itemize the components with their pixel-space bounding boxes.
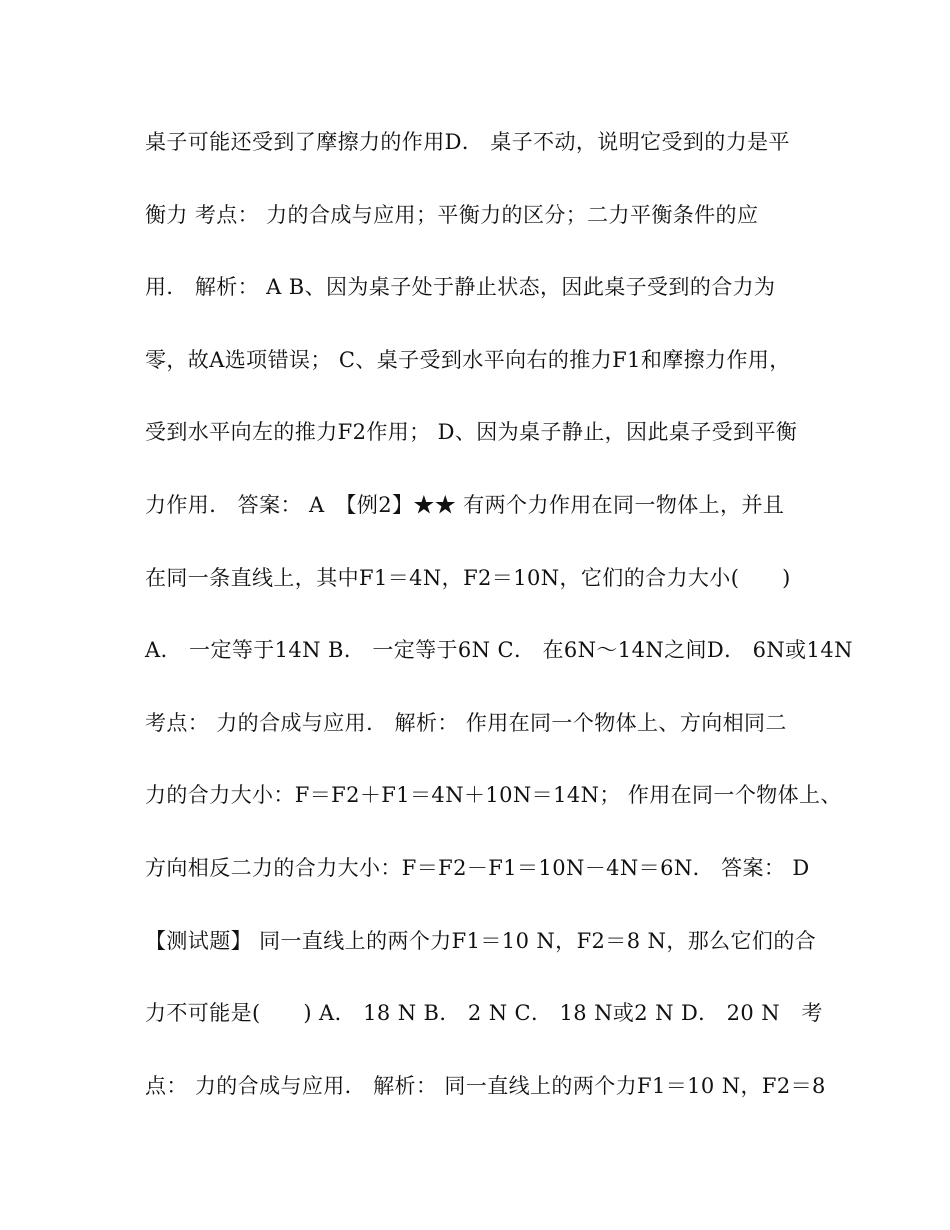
text-line: 用． 解析： A B、因为桌子处于静止状态，因此桌子受到的合力为 [145,275,776,300]
text-line: 零，故A选项错误； C、桌子受到水平向右的推力F1和摩擦力作用， [145,347,791,372]
text-line: 衡力 考点： 力的合成与应用；平衡力的区分；二力平衡条件的应 [145,202,759,227]
text-line: 点： 力的合成与应用． 解析： 同一直线上的两个力F1＝10 N，F2＝8 [145,1073,826,1098]
text-line: A． 一定等于14N B． 一定等于6N C． 在6N～14N之间D． 6N或14N [145,638,853,663]
document-body [145,120,853,1136]
text-line: 受到水平向左的推力F2作用； D、因为桌子静止，因此桌子受到平衡 [145,420,798,445]
text-line: 【测试题】 同一直线上的两个力F1＝10 N，F2＝8 N，那么它们的合 [145,928,817,953]
text-line: 方向相反二力的合力大小：F＝F2－F1＝10N－4N＝6N． 答案： D [145,855,810,880]
text-line: 力的合力大小：F＝F2＋F1＝4N＋10N＝14N； 作用在同一个物体上、 [145,783,842,808]
text-line: 考点： 力的合成与应用． 解析： 作用在同一个物体上、方向相同二 [145,710,787,735]
text-line: 力不可能是( ) A． 18 N B． 2 N C． 18 N或2 N D． 20 N 考 [145,1001,823,1026]
text-line: 在同一条直线上，其中F1＝4N，F2＝10N，它们的合力大小( ) [145,565,791,590]
text-line: 桌子可能还受到了摩擦力的作用D． 桌子不动，说明它受到的力是平 [145,130,790,154]
text-line: 力作用． 答案： A 【例2】★★ 有两个力作用在同一物体上，并且 [145,492,785,517]
